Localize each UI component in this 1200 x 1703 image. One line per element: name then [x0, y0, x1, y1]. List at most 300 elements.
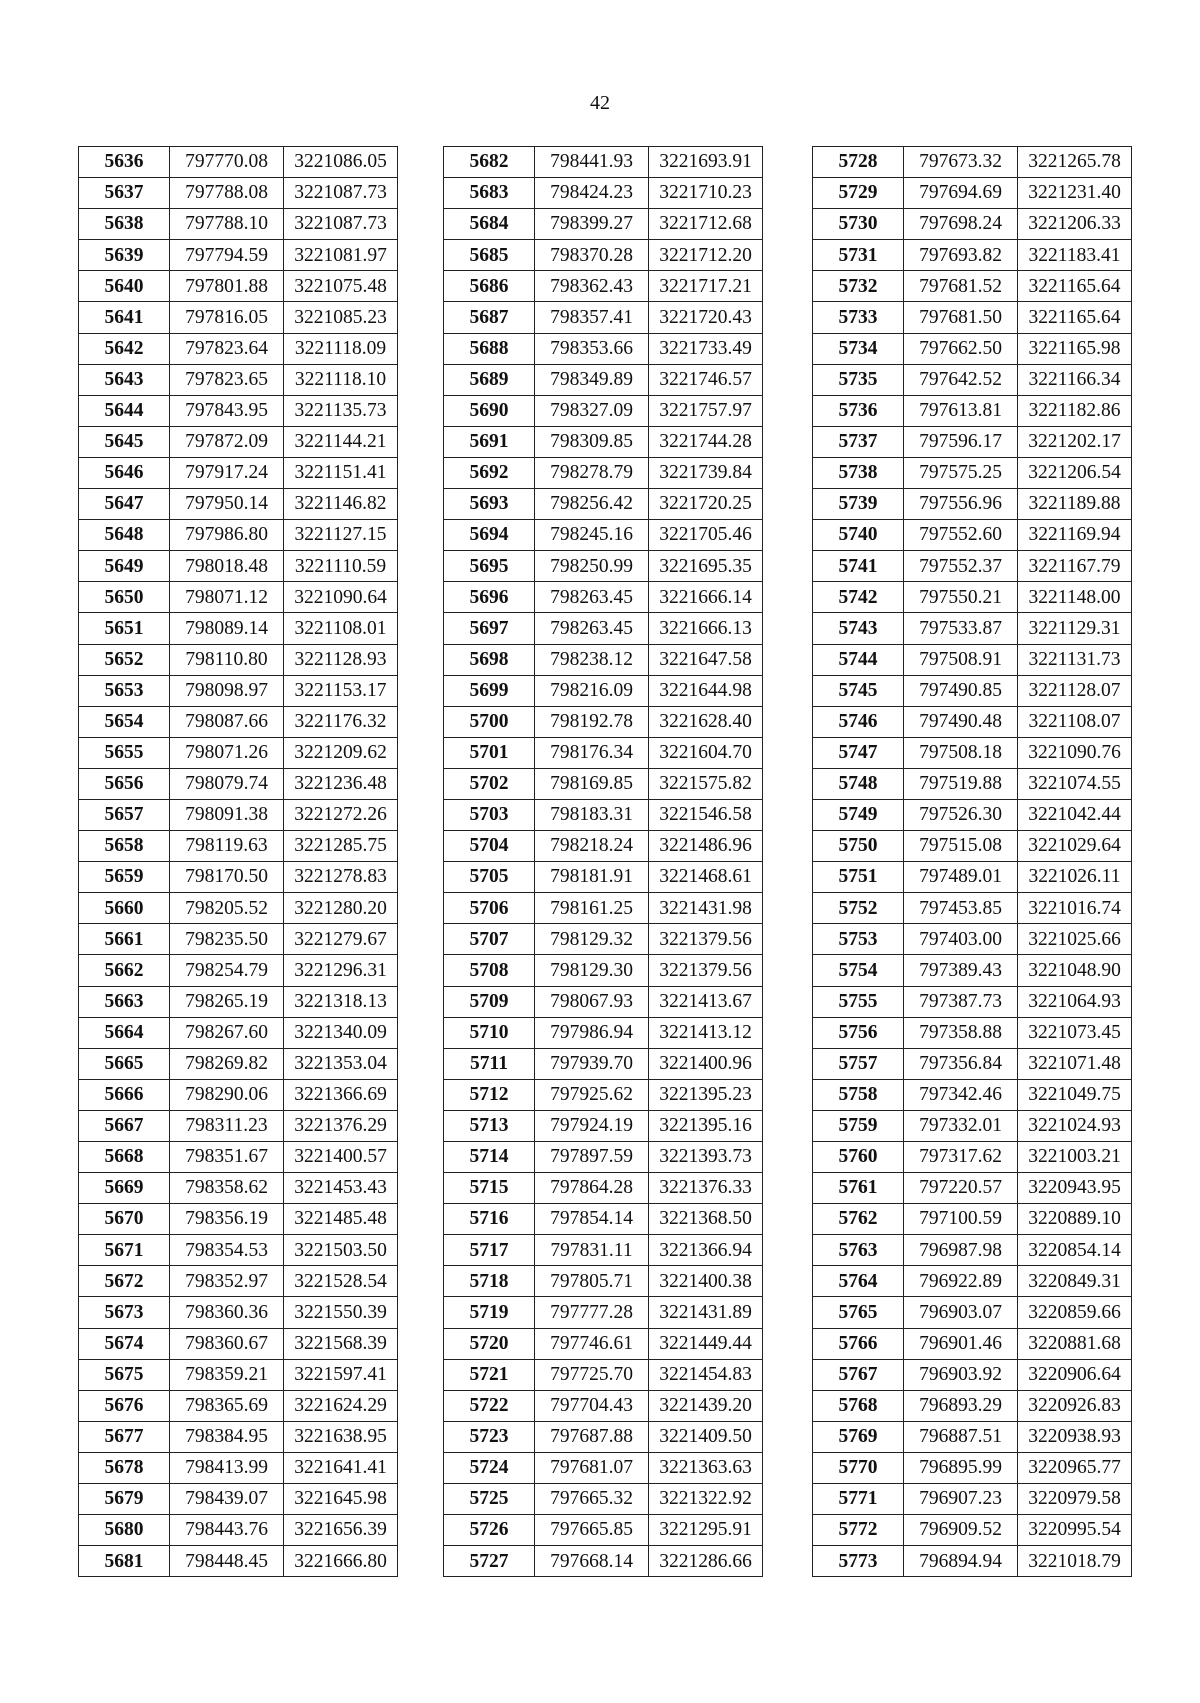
- y-coordinate-cell: 3221712.20: [649, 240, 763, 271]
- table-row: [444, 1546, 763, 1577]
- y-coordinate-cell: 3221486.96: [649, 831, 763, 862]
- x-coordinate-cell: 797665.32: [535, 1484, 649, 1515]
- x-coordinate-cell: 797526.30: [904, 799, 1018, 830]
- y-coordinate-cell: 3221395.16: [649, 1110, 763, 1141]
- y-coordinate-cell: 3221016.74: [1018, 893, 1132, 924]
- point-number-cell: 5638: [79, 209, 170, 240]
- point-number-cell: 5766: [813, 1328, 904, 1359]
- x-coordinate-cell: 797389.43: [904, 955, 1018, 986]
- y-coordinate-cell: 3221604.70: [649, 737, 763, 768]
- table-row: [813, 1297, 1132, 1328]
- point-number-cell: 5694: [444, 520, 535, 551]
- point-number-cell: 5651: [79, 613, 170, 644]
- x-coordinate-cell: 798263.45: [535, 582, 649, 613]
- y-coordinate-cell: 3221003.21: [1018, 1142, 1132, 1173]
- table-row: [444, 1235, 763, 1266]
- table-row: [813, 1328, 1132, 1359]
- point-number-cell: 5760: [813, 1142, 904, 1173]
- point-number-cell: 5678: [79, 1452, 170, 1483]
- x-coordinate-cell: 798358.62: [170, 1173, 284, 1204]
- point-number-cell: 5740: [813, 520, 904, 551]
- point-number-cell: 5670: [79, 1204, 170, 1235]
- x-coordinate-cell: 797746.61: [535, 1328, 649, 1359]
- x-coordinate-cell: 797864.28: [535, 1173, 649, 1204]
- point-number-cell: 5682: [444, 147, 535, 178]
- y-coordinate-cell: 3221468.61: [649, 862, 763, 893]
- y-coordinate-cell: 3221286.66: [649, 1546, 763, 1577]
- x-coordinate-cell: 796887.51: [904, 1421, 1018, 1452]
- table-row: [444, 768, 763, 799]
- x-coordinate-cell: 798129.30: [535, 955, 649, 986]
- point-number-cell: 5647: [79, 489, 170, 520]
- y-coordinate-cell: 3221733.49: [649, 333, 763, 364]
- y-coordinate-cell: 3221183.41: [1018, 240, 1132, 271]
- table-row: [79, 395, 398, 426]
- x-coordinate-cell: 797342.46: [904, 1079, 1018, 1110]
- x-coordinate-cell: 797515.08: [904, 831, 1018, 862]
- point-number-cell: 5706: [444, 893, 535, 924]
- table-row: [444, 1390, 763, 1421]
- x-coordinate-cell: 798360.67: [170, 1328, 284, 1359]
- x-coordinate-cell: 798267.60: [170, 1017, 284, 1048]
- x-coordinate-cell: 797698.24: [904, 209, 1018, 240]
- y-coordinate-cell: 3221393.73: [649, 1142, 763, 1173]
- y-coordinate-cell: 3221118.10: [284, 364, 398, 395]
- point-number-cell: 5725: [444, 1484, 535, 1515]
- table-row: [444, 1048, 763, 1079]
- x-coordinate-cell: 797939.70: [535, 1048, 649, 1079]
- point-number-cell: 5736: [813, 395, 904, 426]
- table-row: [813, 1390, 1132, 1421]
- y-coordinate-cell: 3221110.59: [284, 551, 398, 582]
- x-coordinate-cell: 797662.50: [904, 333, 1018, 364]
- x-coordinate-cell: 797220.57: [904, 1173, 1018, 1204]
- x-coordinate-cell: 797823.64: [170, 333, 284, 364]
- point-number-cell: 5750: [813, 831, 904, 862]
- x-coordinate-cell: 797317.62: [904, 1142, 1018, 1173]
- y-coordinate-cell: 3221048.90: [1018, 955, 1132, 986]
- point-number-cell: 5770: [813, 1452, 904, 1483]
- y-coordinate-cell: 3221739.84: [649, 457, 763, 488]
- x-coordinate-cell: 798362.43: [535, 271, 649, 302]
- x-coordinate-cell: 798356.19: [170, 1204, 284, 1235]
- point-number-cell: 5761: [813, 1173, 904, 1204]
- y-coordinate-cell: 3221049.75: [1018, 1079, 1132, 1110]
- x-coordinate-cell: 797403.00: [904, 924, 1018, 955]
- table-row: [813, 1204, 1132, 1235]
- x-coordinate-cell: 797924.19: [535, 1110, 649, 1141]
- y-coordinate-cell: 3221628.40: [649, 706, 763, 737]
- table-row: [444, 178, 763, 209]
- y-coordinate-cell: 3220854.14: [1018, 1235, 1132, 1266]
- y-coordinate-cell: 3221485.48: [284, 1204, 398, 1235]
- x-coordinate-cell: 797356.84: [904, 1048, 1018, 1079]
- x-coordinate-cell: 798071.12: [170, 582, 284, 613]
- point-number-cell: 5743: [813, 613, 904, 644]
- point-number-cell: 5714: [444, 1142, 535, 1173]
- x-coordinate-cell: 798129.32: [535, 924, 649, 955]
- y-coordinate-cell: 3221074.55: [1018, 768, 1132, 799]
- point-number-cell: 5695: [444, 551, 535, 582]
- x-coordinate-cell: 798370.28: [535, 240, 649, 271]
- table-row: [444, 209, 763, 240]
- point-number-cell: 5726: [444, 1515, 535, 1546]
- x-coordinate-cell: 797831.11: [535, 1235, 649, 1266]
- point-number-cell: 5655: [79, 737, 170, 768]
- table-row: [813, 955, 1132, 986]
- y-coordinate-cell: 3221285.75: [284, 831, 398, 862]
- point-number-cell: 5730: [813, 209, 904, 240]
- point-number-cell: 5742: [813, 582, 904, 613]
- y-coordinate-cell: 3221717.21: [649, 271, 763, 302]
- y-coordinate-cell: 3220926.83: [1018, 1390, 1132, 1421]
- y-coordinate-cell: 3221146.82: [284, 489, 398, 520]
- point-number-cell: 5652: [79, 644, 170, 675]
- y-coordinate-cell: 3221129.31: [1018, 613, 1132, 644]
- table-row: [444, 893, 763, 924]
- x-coordinate-cell: 797665.85: [535, 1515, 649, 1546]
- point-number-cell: 5641: [79, 302, 170, 333]
- y-coordinate-cell: 3221575.82: [649, 768, 763, 799]
- x-coordinate-cell: 797986.94: [535, 1017, 649, 1048]
- table-row: [444, 582, 763, 613]
- x-coordinate-cell: 797843.95: [170, 395, 284, 426]
- point-number-cell: 5755: [813, 986, 904, 1017]
- x-coordinate-cell: 798353.66: [535, 333, 649, 364]
- table-row: [444, 1017, 763, 1048]
- point-number-cell: 5690: [444, 395, 535, 426]
- y-coordinate-cell: 3221568.39: [284, 1328, 398, 1359]
- y-coordinate-cell: 3221366.94: [649, 1235, 763, 1266]
- x-coordinate-cell: 798089.14: [170, 613, 284, 644]
- table-row: [444, 520, 763, 551]
- table-row: [79, 706, 398, 737]
- point-number-cell: 5768: [813, 1390, 904, 1421]
- point-number-cell: 5735: [813, 364, 904, 395]
- point-number-cell: 5751: [813, 862, 904, 893]
- x-coordinate-cell: 796901.46: [904, 1328, 1018, 1359]
- table-row: [444, 706, 763, 737]
- point-number-cell: 5741: [813, 551, 904, 582]
- x-coordinate-cell: 797519.88: [904, 768, 1018, 799]
- table-row: [79, 1079, 398, 1110]
- y-coordinate-cell: 3221280.20: [284, 893, 398, 924]
- table-row: [79, 147, 398, 178]
- point-number-cell: 5666: [79, 1079, 170, 1110]
- table-row: [813, 1452, 1132, 1483]
- x-coordinate-cell: 797986.80: [170, 520, 284, 551]
- point-number-cell: 5745: [813, 675, 904, 706]
- point-number-cell: 5753: [813, 924, 904, 955]
- x-coordinate-cell: 797788.10: [170, 209, 284, 240]
- x-coordinate-cell: 797854.14: [535, 1204, 649, 1235]
- x-coordinate-cell: 798110.80: [170, 644, 284, 675]
- y-coordinate-cell: 3221279.67: [284, 924, 398, 955]
- table-row: [813, 395, 1132, 426]
- table-row: [79, 1484, 398, 1515]
- point-number-cell: 5677: [79, 1421, 170, 1452]
- x-coordinate-cell: 797681.50: [904, 302, 1018, 333]
- y-coordinate-cell: 3220979.58: [1018, 1484, 1132, 1515]
- table-row: [79, 1421, 398, 1452]
- table-row: [79, 1390, 398, 1421]
- point-number-cell: 5709: [444, 986, 535, 1017]
- y-coordinate-cell: 3221363.63: [649, 1452, 763, 1483]
- x-coordinate-cell: 798384.95: [170, 1421, 284, 1452]
- x-coordinate-cell: 798018.48: [170, 551, 284, 582]
- y-coordinate-cell: 3221064.93: [1018, 986, 1132, 1017]
- point-number-cell: 5764: [813, 1266, 904, 1297]
- point-number-cell: 5712: [444, 1079, 535, 1110]
- x-coordinate-cell: 797950.14: [170, 489, 284, 520]
- table-row: [813, 1546, 1132, 1577]
- y-coordinate-cell: 3221087.73: [284, 178, 398, 209]
- table-row: [813, 831, 1132, 862]
- table-row: [444, 831, 763, 862]
- point-number-cell: 5698: [444, 644, 535, 675]
- point-number-cell: 5636: [79, 147, 170, 178]
- y-coordinate-cell: 3221202.17: [1018, 426, 1132, 457]
- x-coordinate-cell: 796907.23: [904, 1484, 1018, 1515]
- point-number-cell: 5637: [79, 178, 170, 209]
- table-row: [79, 1173, 398, 1204]
- point-number-cell: 5767: [813, 1359, 904, 1390]
- point-number-cell: 5648: [79, 520, 170, 551]
- x-coordinate-cell: 797725.70: [535, 1359, 649, 1390]
- table-row: [444, 1204, 763, 1235]
- x-coordinate-cell: 798205.52: [170, 893, 284, 924]
- point-number-cell: 5683: [444, 178, 535, 209]
- table-row: [444, 426, 763, 457]
- point-number-cell: 5773: [813, 1546, 904, 1577]
- y-coordinate-cell: 3221413.67: [649, 986, 763, 1017]
- table-row: [444, 986, 763, 1017]
- y-coordinate-cell: 3221528.54: [284, 1266, 398, 1297]
- table-row: [444, 862, 763, 893]
- x-coordinate-cell: 798079.74: [170, 768, 284, 799]
- table-row: [813, 520, 1132, 551]
- x-coordinate-cell: 796909.52: [904, 1515, 1018, 1546]
- y-coordinate-cell: 3221029.64: [1018, 831, 1132, 862]
- y-coordinate-cell: 3221638.95: [284, 1421, 398, 1452]
- point-number-cell: 5691: [444, 426, 535, 457]
- table-row: [813, 706, 1132, 737]
- x-coordinate-cell: 796894.94: [904, 1546, 1018, 1577]
- point-number-cell: 5716: [444, 1204, 535, 1235]
- x-coordinate-cell: 797816.05: [170, 302, 284, 333]
- point-number-cell: 5653: [79, 675, 170, 706]
- point-number-cell: 5771: [813, 1484, 904, 1515]
- table-row: [79, 1452, 398, 1483]
- point-number-cell: 5680: [79, 1515, 170, 1546]
- table-row: [444, 302, 763, 333]
- y-coordinate-cell: 3221087.73: [284, 209, 398, 240]
- x-coordinate-cell: 798119.63: [170, 831, 284, 862]
- table-row: [813, 799, 1132, 830]
- y-coordinate-cell: 3221131.73: [1018, 644, 1132, 675]
- y-coordinate-cell: 3221209.62: [284, 737, 398, 768]
- table-row: [444, 1515, 763, 1546]
- y-coordinate-cell: 3221231.40: [1018, 178, 1132, 209]
- y-coordinate-cell: 3221236.48: [284, 768, 398, 799]
- point-number-cell: 5660: [79, 893, 170, 924]
- y-coordinate-cell: 3221666.13: [649, 613, 763, 644]
- point-number-cell: 5757: [813, 1048, 904, 1079]
- point-number-cell: 5703: [444, 799, 535, 830]
- x-coordinate-cell: 797770.08: [170, 147, 284, 178]
- point-number-cell: 5765: [813, 1297, 904, 1328]
- x-coordinate-cell: 798359.21: [170, 1359, 284, 1390]
- x-coordinate-cell: 798443.76: [170, 1515, 284, 1546]
- point-number-cell: 5686: [444, 271, 535, 302]
- point-number-cell: 5763: [813, 1235, 904, 1266]
- x-coordinate-cell: 797694.69: [904, 178, 1018, 209]
- y-coordinate-cell: 3221379.56: [649, 955, 763, 986]
- point-number-cell: 5752: [813, 893, 904, 924]
- y-coordinate-cell: 3221340.09: [284, 1017, 398, 1048]
- y-coordinate-cell: 3221090.64: [284, 582, 398, 613]
- page-number: 42: [590, 92, 610, 114]
- y-coordinate-cell: 3221376.29: [284, 1110, 398, 1141]
- y-coordinate-cell: 3221695.35: [649, 551, 763, 582]
- table-row: [79, 799, 398, 830]
- y-coordinate-cell: 3221151.41: [284, 457, 398, 488]
- table-row: [444, 1297, 763, 1328]
- table-row: [813, 1484, 1132, 1515]
- point-number-cell: 5729: [813, 178, 904, 209]
- point-number-cell: 5733: [813, 302, 904, 333]
- point-number-cell: 5723: [444, 1421, 535, 1452]
- point-number-cell: 5661: [79, 924, 170, 955]
- table-row: [813, 613, 1132, 644]
- table-row: [79, 1297, 398, 1328]
- point-number-cell: 5668: [79, 1142, 170, 1173]
- x-coordinate-cell: 797687.88: [535, 1421, 649, 1452]
- x-coordinate-cell: 798238.12: [535, 644, 649, 675]
- table-row: [813, 737, 1132, 768]
- table-row: [444, 457, 763, 488]
- point-number-cell: 5739: [813, 489, 904, 520]
- point-number-cell: 5721: [444, 1359, 535, 1390]
- point-number-cell: 5754: [813, 955, 904, 986]
- x-coordinate-cell: 797358.88: [904, 1017, 1018, 1048]
- x-coordinate-cell: 798351.67: [170, 1142, 284, 1173]
- x-coordinate-cell: 797673.32: [904, 147, 1018, 178]
- table-row: [79, 613, 398, 644]
- point-number-cell: 5688: [444, 333, 535, 364]
- y-coordinate-cell: 3221265.78: [1018, 147, 1132, 178]
- table-row: [813, 302, 1132, 333]
- y-coordinate-cell: 3221278.83: [284, 862, 398, 893]
- table-row: [79, 1359, 398, 1390]
- y-coordinate-cell: 3221656.39: [284, 1515, 398, 1546]
- coordinate-table-2: [443, 146, 763, 1577]
- coordinate-table-1: [78, 146, 398, 1577]
- y-coordinate-cell: 3221322.92: [649, 1484, 763, 1515]
- table-row: [813, 1359, 1132, 1390]
- y-coordinate-cell: 3221454.83: [649, 1359, 763, 1390]
- table-row: [79, 675, 398, 706]
- table-row: [444, 364, 763, 395]
- point-number-cell: 5708: [444, 955, 535, 986]
- y-coordinate-cell: 3221075.48: [284, 271, 398, 302]
- table-row: [813, 675, 1132, 706]
- table-row: [444, 1452, 763, 1483]
- point-number-cell: 5687: [444, 302, 535, 333]
- point-number-cell: 5702: [444, 768, 535, 799]
- y-coordinate-cell: 3221127.15: [284, 520, 398, 551]
- point-number-cell: 5707: [444, 924, 535, 955]
- point-number-cell: 5669: [79, 1173, 170, 1204]
- x-coordinate-cell: 798278.79: [535, 457, 649, 488]
- table-row: [444, 613, 763, 644]
- x-coordinate-cell: 798067.93: [535, 986, 649, 1017]
- y-coordinate-cell: 3221144.21: [284, 426, 398, 457]
- table-row: [79, 551, 398, 582]
- y-coordinate-cell: 3220889.10: [1018, 1204, 1132, 1235]
- y-coordinate-cell: 3221189.88: [1018, 489, 1132, 520]
- x-coordinate-cell: 797668.14: [535, 1546, 649, 1577]
- point-number-cell: 5711: [444, 1048, 535, 1079]
- x-coordinate-cell: 798424.23: [535, 178, 649, 209]
- x-coordinate-cell: 797552.60: [904, 520, 1018, 551]
- point-number-cell: 5696: [444, 582, 535, 613]
- table-row: [79, 1328, 398, 1359]
- x-coordinate-cell: 798349.89: [535, 364, 649, 395]
- x-coordinate-cell: 796903.92: [904, 1359, 1018, 1390]
- y-coordinate-cell: 3221666.14: [649, 582, 763, 613]
- y-coordinate-cell: 3221165.64: [1018, 271, 1132, 302]
- y-coordinate-cell: 3221439.20: [649, 1390, 763, 1421]
- point-number-cell: 5710: [444, 1017, 535, 1048]
- y-coordinate-cell: 3221153.17: [284, 675, 398, 706]
- point-number-cell: 5664: [79, 1017, 170, 1048]
- x-coordinate-cell: 798354.53: [170, 1235, 284, 1266]
- table-row: [444, 1421, 763, 1452]
- y-coordinate-cell: 3221720.43: [649, 302, 763, 333]
- x-coordinate-cell: 798192.78: [535, 706, 649, 737]
- x-coordinate-cell: 797453.85: [904, 893, 1018, 924]
- table-row: [813, 1017, 1132, 1048]
- y-coordinate-cell: 3221165.64: [1018, 302, 1132, 333]
- y-coordinate-cell: 3221071.48: [1018, 1048, 1132, 1079]
- table-row: [813, 147, 1132, 178]
- table-row: [444, 1328, 763, 1359]
- y-coordinate-cell: 3221025.66: [1018, 924, 1132, 955]
- y-coordinate-cell: 3221366.69: [284, 1079, 398, 1110]
- point-number-cell: 5747: [813, 737, 904, 768]
- table-row: [813, 1266, 1132, 1297]
- y-coordinate-cell: 3221318.13: [284, 986, 398, 1017]
- table-row: [813, 551, 1132, 582]
- table-row: [813, 582, 1132, 613]
- x-coordinate-cell: 798181.91: [535, 862, 649, 893]
- x-coordinate-cell: 798439.07: [170, 1484, 284, 1515]
- point-number-cell: 5657: [79, 799, 170, 830]
- x-coordinate-cell: 798176.34: [535, 737, 649, 768]
- x-coordinate-cell: 798263.45: [535, 613, 649, 644]
- x-coordinate-cell: 797794.59: [170, 240, 284, 271]
- x-coordinate-cell: 796895.99: [904, 1452, 1018, 1483]
- x-coordinate-cell: 796903.07: [904, 1297, 1018, 1328]
- point-number-cell: 5734: [813, 333, 904, 364]
- point-number-cell: 5762: [813, 1204, 904, 1235]
- y-coordinate-cell: 3221353.04: [284, 1048, 398, 1079]
- x-coordinate-cell: 797550.21: [904, 582, 1018, 613]
- x-coordinate-cell: 797387.73: [904, 986, 1018, 1017]
- point-number-cell: 5724: [444, 1452, 535, 1483]
- point-number-cell: 5699: [444, 675, 535, 706]
